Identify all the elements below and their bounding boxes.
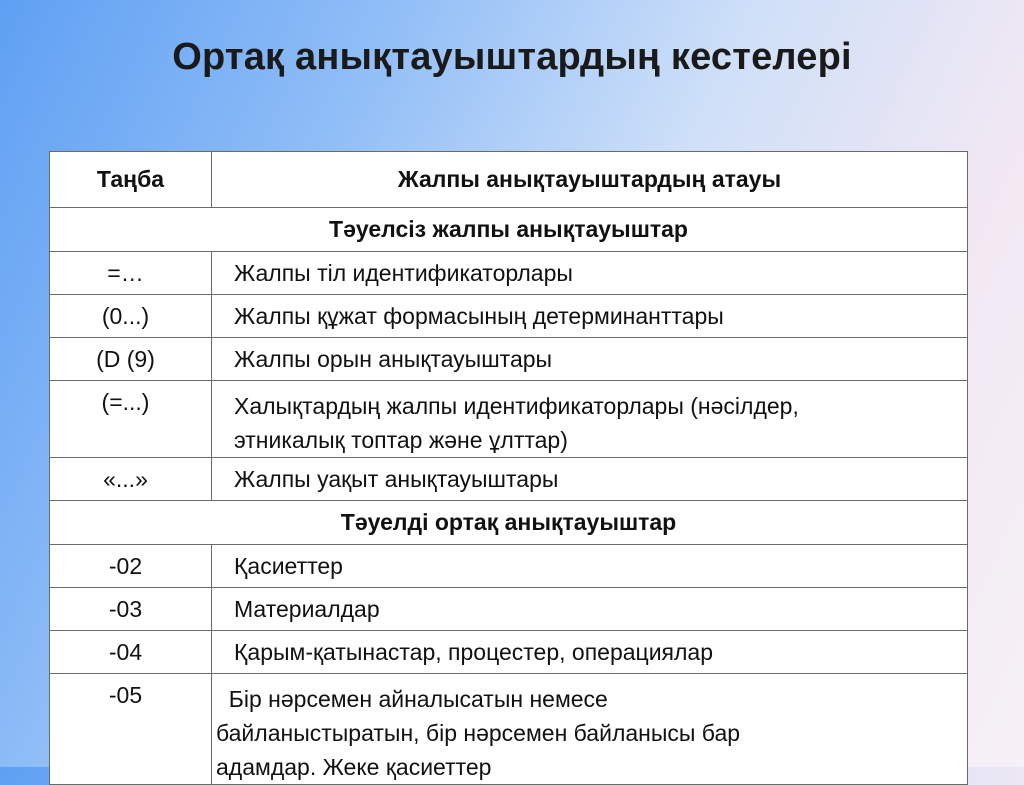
definitions-table <box>49 151 968 785</box>
section-row-dependent <box>50 501 968 545</box>
table-row <box>50 252 968 295</box>
symbol-cell: «...» <box>50 458 212 501</box>
table-row <box>50 338 968 381</box>
symbol-cell: (=...) <box>50 381 212 458</box>
name-cell: Материалдар <box>212 588 968 631</box>
name-cell: Жалпы тіл идентификаторлары <box>212 252 968 295</box>
table-header-row <box>50 152 968 208</box>
name-cell: Қарым-қатынастар, процестер, операциялар <box>212 631 968 674</box>
symbol-cell: =… <box>50 252 212 295</box>
symbol-cell: (0...) <box>50 295 212 338</box>
name-cell <box>212 674 968 785</box>
name-line: байланыстыратын, бір нәрсемен байланысы бар <box>216 720 741 746</box>
table-row <box>50 631 968 674</box>
section-title-dependent: Тәуелді ортақ анықтауыштар <box>50 501 968 545</box>
table-row <box>50 588 968 631</box>
section-title-independent: Тәуелсіз жалпы анықтауыштар <box>50 208 968 252</box>
name-cell <box>212 381 968 458</box>
name-line: Бір нәрсемен айналысатын немесе <box>216 686 608 712</box>
table-row <box>50 674 968 785</box>
name-cell: Жалпы құжат формасының детерминанттары <box>212 295 968 338</box>
header-name: Жалпы анықтауыштардың атауы <box>212 152 968 208</box>
name-line: этникалық топтар және ұлттар) <box>234 427 568 453</box>
symbol-cell: -03 <box>50 588 212 631</box>
symbol-cell: -04 <box>50 631 212 674</box>
name-cell: Жалпы орын анықтауыштары <box>212 338 968 381</box>
symbol-cell: -05 <box>50 674 212 785</box>
section-row-independent <box>50 208 968 252</box>
table-row <box>50 295 968 338</box>
table-row <box>50 545 968 588</box>
table-row <box>50 381 968 458</box>
symbol-cell: -02 <box>50 545 212 588</box>
slide-title: Ортақ анықтауыштардың кестелері <box>172 36 852 78</box>
name-cell: Қасиеттер <box>212 545 968 588</box>
table-row <box>50 458 968 501</box>
symbol-cell: (D (9) <box>50 338 212 381</box>
name-line: Халықтардың жалпы идентификаторлары (нәсілдер, <box>234 393 799 419</box>
name-cell: Жалпы уақыт анықтауыштары <box>212 458 968 501</box>
header-symbol: Таңба <box>50 152 212 208</box>
name-line: адамдар. Жеке қасиеттер <box>216 754 492 780</box>
